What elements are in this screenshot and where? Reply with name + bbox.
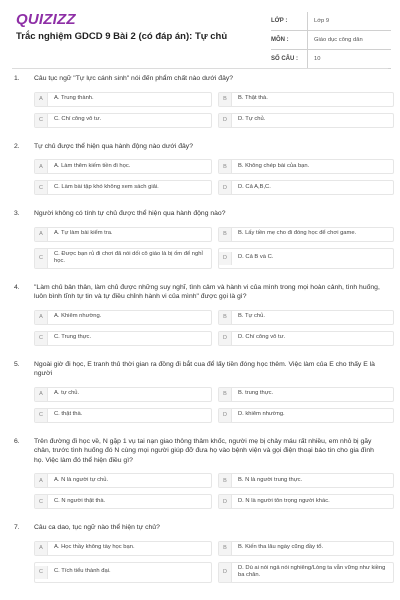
answer-option[interactable] <box>218 248 394 269</box>
answer-option[interactable] <box>218 562 394 583</box>
question-number: 7. <box>14 524 20 531</box>
answer-options <box>34 310 388 346</box>
answer-option[interactable] <box>218 408 394 423</box>
answer-option[interactable] <box>34 473 212 488</box>
question-text: Trên đường đi học về, N gặp 1 vụ tai nạn giao thông thảm khốc, người mẹ bị chảy máu rất nhiều, em nhỏ bị gãy chân, trước tình huống đó N cùng mọi người giúp đỡ đưa họ vào bệnh viện và gọi điện thoại báo tin cho gia đình họ. Việc làm đó thể hiện điều gì? <box>34 437 374 464</box>
answer-option[interactable] <box>218 310 394 325</box>
option-letter-badge: D <box>219 563 232 582</box>
question-item <box>0 437 400 510</box>
quizizz-logo: QUIZIZZ <box>16 11 76 28</box>
option-text: C. Trung thực. <box>54 334 92 341</box>
question-header <box>14 437 388 466</box>
meta-key: MÔN : <box>271 37 289 43</box>
option-text: C. N người thật thà. <box>54 497 106 504</box>
answer-option[interactable] <box>34 408 212 423</box>
answer-option[interactable] <box>34 494 212 509</box>
meta-row <box>271 50 391 69</box>
option-text: C. Chí công vô tư. <box>54 116 102 123</box>
worksheet-header <box>0 0 400 70</box>
answer-option[interactable] <box>218 331 394 346</box>
option-letter-badge: B <box>219 228 232 241</box>
answer-option[interactable] <box>34 113 212 128</box>
option-letter-badge: A <box>35 388 48 401</box>
option-text: D. Cả B và C. <box>238 254 274 261</box>
answer-option[interactable] <box>218 473 394 488</box>
worksheet-meta <box>271 12 391 69</box>
option-text: B. Kiến tha lâu ngày cũng đầy tổ. <box>238 544 324 551</box>
meta-key: LỚP : <box>271 18 288 24</box>
answer-option[interactable] <box>34 180 212 195</box>
question-text: Câu tục ngữ "Tự lực cánh sinh" nói đến phẩm chất nào dưới đây? <box>34 75 234 82</box>
question-text: "Làm chủ bản thân, làm chủ được những suy nghĩ, tình cảm và hành vi của mình trong mọi hoàn cảnh, tình huống, luôn bình tĩnh tự tin và tự điều chỉnh hành vi của mình" được gọi là gì? <box>34 283 380 300</box>
question-header <box>14 74 388 84</box>
option-letter-badge: B <box>219 311 232 324</box>
option-letter-badge: C <box>35 495 48 508</box>
question-item <box>0 360 400 423</box>
option-letter-badge: A <box>35 228 48 241</box>
question-number: 1. <box>14 75 20 82</box>
option-text: D. Tự chủ. <box>238 116 266 123</box>
option-text: B. N là người trung thực. <box>238 476 303 483</box>
option-text: B. trung thực. <box>238 390 274 397</box>
question-header <box>14 209 388 219</box>
answer-option[interactable] <box>34 159 212 174</box>
option-text: D. N là người tôn trọng người khác. <box>238 497 330 504</box>
question-header <box>14 142 388 152</box>
option-text: B. Lấy tiền mẹ cho đi đóng học để chơi game. <box>238 230 357 237</box>
option-text: A. tự chủ. <box>54 390 80 397</box>
question-text: Câu ca dao, tục ngữ nào thể hiện tự chủ? <box>34 524 160 531</box>
option-text: D. Chí công vô tư. <box>238 334 286 341</box>
question-item <box>0 142 400 196</box>
answer-options <box>34 227 388 269</box>
option-letter-badge: D <box>219 495 232 508</box>
question-text: Tự chủ được thể hiện qua hành động nào dưới đây? <box>34 142 193 150</box>
meta-row <box>271 31 391 50</box>
option-letter-badge: B <box>219 93 232 106</box>
option-text: A. N là người tự chủ. <box>54 476 109 483</box>
answer-option[interactable] <box>34 331 212 346</box>
answer-option[interactable] <box>34 562 212 583</box>
question-header <box>14 360 388 379</box>
question-item <box>0 283 400 346</box>
option-text: A. Học thầy không tày học bạn. <box>54 544 135 551</box>
option-letter-badge: D <box>219 181 232 194</box>
worksheet-title: Trắc nghiệm GDCD 9 Bài 2 (có đáp án): Tự chủ <box>16 31 228 42</box>
question-number: 6. <box>14 437 20 445</box>
meta-key: SỐ CÂU : <box>271 56 298 62</box>
option-letter-badge: A <box>35 542 48 555</box>
option-letter-badge: B <box>219 474 232 487</box>
option-letter-badge: C <box>35 181 48 194</box>
header-divider <box>12 68 388 69</box>
answer-option[interactable] <box>34 387 212 402</box>
option-letter-badge: D <box>219 332 232 345</box>
option-text: A. Tự làm bài kiểm tra. <box>54 230 113 237</box>
option-text: B. Thật thà. <box>238 95 268 102</box>
option-letter-badge: B <box>219 388 232 401</box>
option-letter-badge: A <box>35 160 48 173</box>
answer-option[interactable] <box>218 494 394 509</box>
answer-options <box>34 541 388 583</box>
question-number: 5. <box>14 360 20 368</box>
option-letter-badge: B <box>219 160 232 173</box>
option-letter-badge: A <box>35 311 48 324</box>
option-letter-badge: B <box>219 542 232 555</box>
question-text: Người không có tính tự chủ được thể hiện qua hành động nào? <box>34 210 226 217</box>
question-item <box>0 209 400 269</box>
option-text: D. khiêm nhường. <box>238 411 285 418</box>
option-text: A. Khiêm nhường. <box>54 313 102 320</box>
answer-option[interactable] <box>34 310 212 325</box>
answer-option[interactable] <box>218 92 394 107</box>
option-letter-badge: C <box>35 332 48 345</box>
question-item <box>0 74 400 128</box>
question-number: 4. <box>14 283 20 291</box>
answer-option[interactable] <box>218 227 394 242</box>
answer-option[interactable] <box>218 180 394 195</box>
option-letter-badge: A <box>35 93 48 106</box>
answer-option[interactable] <box>218 541 394 556</box>
option-letter-badge: D <box>219 409 232 422</box>
meta-row <box>271 12 391 31</box>
question-header <box>14 283 388 302</box>
answer-options <box>34 387 388 423</box>
meta-value: 10 <box>307 50 391 68</box>
answer-options <box>34 159 388 195</box>
option-text: B. Không chép bài của bạn. <box>238 162 310 169</box>
option-letter-badge: D <box>219 114 232 127</box>
option-letter-badge: C <box>35 566 48 579</box>
option-text: B. Tự chủ. <box>238 313 265 320</box>
option-letter-badge: C <box>35 409 48 422</box>
answer-option[interactable] <box>34 541 212 556</box>
option-text: A. Trung thành. <box>54 95 94 102</box>
option-letter-badge: C <box>35 249 48 268</box>
answer-options <box>34 92 388 128</box>
meta-value: Lớp 9 <box>307 12 391 30</box>
option-text: D. Cả A,B,C. <box>238 183 271 190</box>
answer-option[interactable] <box>34 227 212 242</box>
option-letter-badge: D <box>219 252 232 265</box>
answer-options <box>34 473 388 509</box>
answer-option[interactable] <box>218 387 394 402</box>
option-text: C. thật thà. <box>54 411 83 418</box>
question-header <box>14 523 388 533</box>
option-text: C. Tích tiểu thành đại. <box>54 568 111 575</box>
option-text: A. Làm thêm kiếm tiền đi học. <box>54 162 131 169</box>
question-number: 2. <box>14 142 20 150</box>
question-item <box>0 523 400 583</box>
option-letter-badge: C <box>35 114 48 127</box>
option-text: D. Dù ai nói ngả nói nghiêng/Lòng ta vẫn vững như kiềng ba chân. <box>238 564 386 578</box>
option-text: C. Làm bài tập khó không xem sách giải. <box>54 183 159 190</box>
question-text: Ngoài giờ đi học, E tranh thủ thời gian ra đồng đi bắt cua để lấy tiền đóng học thêm. Việc làm của E cho thấy E là người <box>34 360 375 377</box>
option-letter-badge: A <box>35 474 48 487</box>
answer-option[interactable] <box>34 248 212 269</box>
option-text: C. Được bạn rủ đi chơi đã nói dối cô giáo là bị ốm để nghỉ học. <box>54 250 203 264</box>
question-number: 3. <box>14 210 20 217</box>
answer-option[interactable] <box>34 92 212 107</box>
answer-option[interactable] <box>218 113 394 128</box>
answer-option[interactable] <box>218 159 394 174</box>
meta-value: Giáo dục công dân <box>307 31 391 49</box>
question-list <box>0 74 400 597</box>
